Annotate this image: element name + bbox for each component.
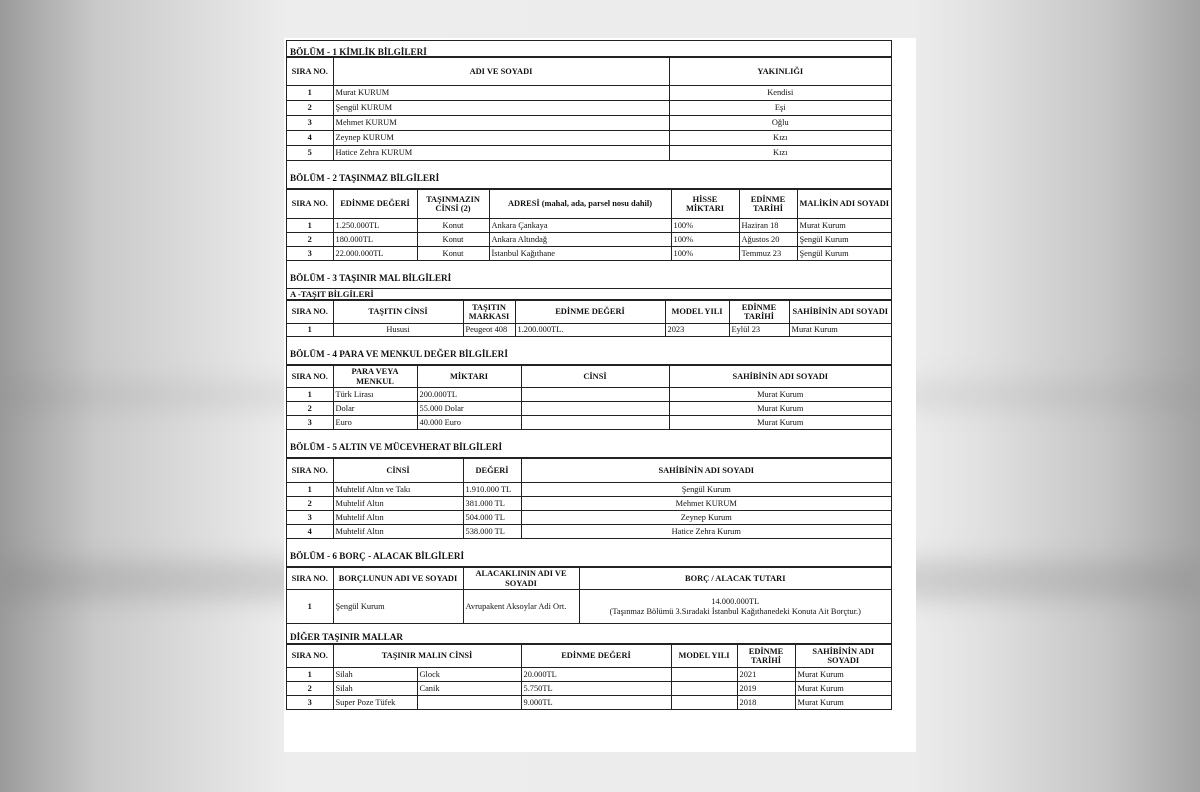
table-row: 2 Dolar 55.000 Dolar Murat Kurum bbox=[287, 402, 891, 416]
col-header: HİSSE MİKTARI bbox=[671, 190, 739, 219]
section-4-table bbox=[287, 365, 891, 430]
section-3-title: BÖLÜM - 3 TAŞINIR MAL BİLGİLERİ bbox=[287, 261, 891, 289]
table-row: 4 Muhtelif Altın 538.000 TL Hatice Zehra Kurum bbox=[287, 525, 891, 539]
col-header: EDİNME DEĞERİ bbox=[521, 645, 671, 668]
section-6-title: BÖLÜM - 6 BORÇ - ALACAK BİLGİLERİ bbox=[287, 539, 891, 567]
col-header: BORÇLUNUN ADI VE SOYADI bbox=[333, 568, 463, 590]
col-header: SAHİBİNİN ADI SOYADI bbox=[795, 645, 891, 668]
section-7-table bbox=[287, 644, 891, 710]
col-header: SIRA NO. bbox=[287, 58, 333, 86]
declaration-form bbox=[286, 40, 892, 710]
col-header: EDİNME TARİHİ bbox=[739, 190, 797, 219]
col-header: SAHİBİNİN ADI SOYADI bbox=[789, 301, 891, 324]
col-header: BORÇ / ALACAK TUTARI bbox=[579, 568, 891, 590]
col-header: TAŞITIN CİNSİ bbox=[333, 301, 463, 324]
col-header: EDİNME TARİHİ bbox=[729, 301, 789, 324]
col-header: MODEL YILI bbox=[671, 645, 737, 668]
col-header: MALİKİN ADI SOYADI bbox=[797, 190, 891, 219]
section-2-table bbox=[287, 189, 891, 261]
table-row: 2 180.000TL Konut Ankara Altındağ 100% Ağustos 20 Şengül Kurum bbox=[287, 233, 891, 247]
section-4-title: BÖLÜM - 4 PARA VE MENKUL DEĞER BİLGİLERİ bbox=[287, 337, 891, 365]
col-header: ADI VE SOYADI bbox=[333, 58, 669, 86]
table-row: 2 Silah Canik 5.750TL 2019 Murat Kurum bbox=[287, 682, 891, 696]
col-header: MODEL YILI bbox=[665, 301, 729, 324]
section-5-table bbox=[287, 458, 891, 539]
col-header: TAŞINMAZIN CİNSİ (2) bbox=[417, 190, 489, 219]
table-row: 1 1.250.000TL Konut Ankara Çankaya 100% Haziran 18 Murat Kurum bbox=[287, 219, 891, 233]
table-row: 1 Şengül Kurum Avrupakent Aksoylar Adi Ort. 14.000.000TL (Taşınmaz Bölümü 3.Sıradaki İstanbul Kağıthanedeki Konuta Ait Borçtur.) bbox=[287, 590, 891, 624]
section-6-table bbox=[287, 567, 891, 624]
section-3-subtitle: A -TAŞIT BİLGİLERİ bbox=[287, 289, 891, 300]
col-header: SIRA NO. bbox=[287, 645, 333, 668]
col-header: SIRA NO. bbox=[287, 190, 333, 219]
table-row: 2 Muhtelif Altın 381.000 TL Mehmet KURUM bbox=[287, 497, 891, 511]
table-row: 1 Hususi Peugeot 408 1.200.000TL. 2023 Eylül 23 Murat Kurum bbox=[287, 324, 891, 337]
col-header: DEĞERİ bbox=[463, 459, 521, 483]
col-header: SIRA NO. bbox=[287, 301, 333, 324]
col-header: SIRA NO. bbox=[287, 568, 333, 590]
col-header: TAŞITIN MARKASI bbox=[463, 301, 515, 324]
section-5-title: BÖLÜM - 5 ALTIN VE MÜCEVHERAT BİLGİLERİ bbox=[287, 430, 891, 458]
debt-note: (Taşınmaz Bölümü 3.Sıradaki İstanbul Kağıthanedeki Konuta Ait Borçtur.) bbox=[609, 606, 861, 616]
col-header: EDİNME DEĞERİ bbox=[333, 190, 417, 219]
col-header: SIRA NO. bbox=[287, 459, 333, 483]
table-row: 3 22.000.000TL Konut İstanbul Kağıthane 100% Temmuz 23 Şengül Kurum bbox=[287, 247, 891, 261]
table-row: 3 Euro 40.000 Euro Murat Kurum bbox=[287, 416, 891, 430]
col-header: ADRESİ (mahal, ada, parsel nosu dahil) bbox=[489, 190, 671, 219]
table-row: 1 Muhtelif Altın ve Takı 1.910.000 TL Şengül Kurum bbox=[287, 483, 891, 497]
table-row: 1 Murat KURUM Kendisi bbox=[287, 86, 891, 101]
debt-amount: 14.000.000TL bbox=[711, 597, 760, 606]
col-header: ALACAKLININ ADI VE SOYADI bbox=[463, 568, 579, 590]
col-header: YAKINLIĞI bbox=[669, 58, 891, 86]
col-header: CİNSİ bbox=[333, 459, 463, 483]
col-header: EDİNME TARİHİ bbox=[737, 645, 795, 668]
section-7-title: DİĞER TAŞINIR MALLAR bbox=[287, 624, 891, 644]
table-row: 1 Silah Glock 20.000TL 2021 Murat Kurum bbox=[287, 668, 891, 682]
table-row: 3 Super Poze Tüfek 9.000TL 2018 Murat Kurum bbox=[287, 696, 891, 710]
table-row: 3 Mehmet KURUM Oğlu bbox=[287, 116, 891, 131]
section-1-table bbox=[287, 57, 891, 161]
col-header: EDİNME DEĞERİ bbox=[515, 301, 665, 324]
col-header: TAŞINIR MALIN CİNSİ bbox=[333, 645, 521, 668]
col-header: MİKTARI bbox=[417, 366, 521, 388]
section-1-title: BÖLÜM - 1 KİMLİK BİLGİLERİ bbox=[287, 41, 891, 57]
col-header: SAHİBİNİN ADI SOYADI bbox=[669, 366, 891, 388]
table-row: 3 Muhtelif Altın 504.000 TL Zeynep Kurum bbox=[287, 511, 891, 525]
table-row: 2 Şengül KURUM Eşi bbox=[287, 101, 891, 116]
table-row: 1 Türk Lirası 200.000TL Murat Kurum bbox=[287, 388, 891, 402]
debt-amount-cell bbox=[579, 590, 891, 624]
col-header: PARA VEYA MENKUL bbox=[333, 366, 417, 388]
table-row: 5 Hatice Zehra KURUM Kızı bbox=[287, 146, 891, 161]
section-2-title: BÖLÜM - 2 TAŞINMAZ BİLGİLERİ bbox=[287, 161, 891, 189]
table-row: 4 Zeynep KURUM Kızı bbox=[287, 131, 891, 146]
section-3-table bbox=[287, 300, 891, 337]
col-header: SAHİBİNİN ADI SOYADI bbox=[521, 459, 891, 483]
col-header: CİNSİ bbox=[521, 366, 669, 388]
col-header: SIRA NO. bbox=[287, 366, 333, 388]
